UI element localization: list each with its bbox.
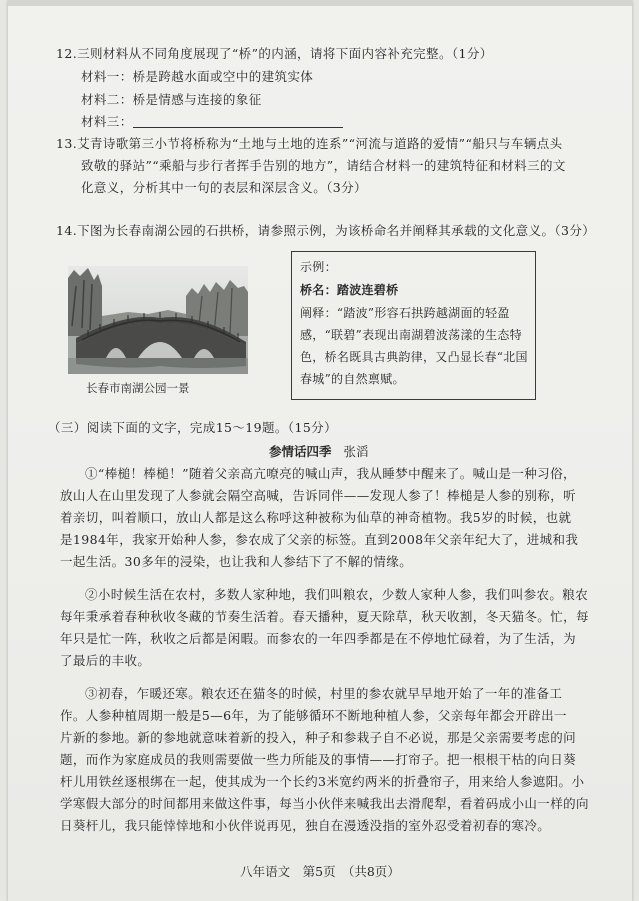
article-line: 题，而作为家庭成员的我则需要做一些力所能及的事情——打帘子。把一根根干枯的向日葵: [60, 752, 577, 767]
q12-answer-blank[interactable]: [133, 115, 343, 128]
example-line-3: 色，桥名既具古典韵律，又凸显长春“北国: [300, 350, 528, 364]
page-top-edge: [8, 0, 632, 6]
example-line-4: 春城”的自然禀赋。: [300, 372, 405, 386]
article-line: ①“棒槌！棒槌！”随着父亲高亢嘹亮的喊山声，我从睡梦中醒来了。喊山是一种习俗，: [85, 466, 576, 481]
article-author: 张滔: [343, 444, 369, 459]
example-line-1: 阐释：“踏波”形容石拱跨越湖面的轻盈: [300, 306, 510, 320]
example-bridge-name: 桥名：踏波连碧桥: [300, 283, 399, 297]
q12-stem: 12.三则材料从不同角度展现了“桥”的内涵，请将下面内容补充完整。（1分）: [56, 46, 493, 61]
q13-line-1: 13.艾青诗歌第三小节将桥称为“土地与土地的连系”“河流与道路的爱情”“船只与车辆点头: [56, 136, 563, 151]
article-line: ③初春，乍暖还寒。粮农还在猫冬的时候，村里的参农就早早地开始了一年的准备工: [85, 686, 563, 701]
q12-material-2: 材料二：桥是情感与连接的象征: [81, 92, 262, 107]
example-line-2: 感，“联碧”表现出南湖碧波荡漾的生态特: [300, 328, 522, 342]
article-line: 学寒假大部分的时间都用来做这件事，每当小伙伴来喊我出去滑爬犁，看着码成小山一样的向: [60, 796, 589, 811]
article-line: 作。人参种植周期一般是5—6年，为了能够循环不断地种植人参，父亲每年都会开辟出一: [60, 708, 567, 723]
example-box: [291, 251, 536, 400]
q13-line-3: 化意义，分析其中一句的表层和深层含义。（3分）: [81, 180, 367, 195]
article-line: 每年秉承着春种秋收冬藏的节奏生活着。春天播种，夏天除草，秋天收割，冬天猫冬。忙，每: [60, 609, 589, 624]
page-footer: 八年语文 第5页 （共8页）: [240, 864, 400, 879]
article-line: ②小时候生活在农村，多数人家种地，我们叫粮农，少数人家种人参，我们叫参农。粮农: [85, 587, 589, 602]
article-line: 放山人在山里发现了人参就会隔空高喊，告诉同伴——发现人参了！棒槌是人参的别称，听: [60, 488, 577, 503]
article-line: 是1984年，我家开始种人参，参农成了父亲的标签。直到2008年父亲年纪大了，进城和我: [60, 532, 579, 547]
example-label: 示例：: [300, 260, 337, 274]
article-line: 杆儿用铁丝逐根绑在一起，使其成为一个长约3米宽约两米的折叠帘子，用来给人参遮阳。小: [60, 774, 585, 789]
article-title: 参情话四季 张滔: [269, 444, 369, 459]
q12-material-3: 材料三：: [81, 114, 343, 130]
q13-line-2: 致敬的驿站”“乘船与步行者挥手告别的地方”，请结合材料一的建筑特征和材料三的文: [81, 158, 566, 173]
article-line: 年只是忙一阵，秋收之后都是闲暇。而参农的一年四季都是在不停地忙碌着，为了生活，为: [60, 631, 577, 646]
bridge-photo: [68, 266, 248, 374]
q12-material-1: 材料一：桥是跨越水面或空中的建筑实体: [81, 69, 314, 84]
article-line: 一起生活。30多年的浸染，也让我和人参结下了不解的情缘。: [60, 554, 413, 569]
article-line: 日葵杆儿，我只能悻悻地和小伙伴说再见，独自在漫透没指的室外忍受着初春的寒冷。: [60, 818, 551, 833]
article-line: 了最后的丰收。: [60, 653, 151, 668]
article-line: 着亲切，叫着顺口，放山人都是这么称呼这种被称为仙草的神奇植物。我5岁的时候，也就: [60, 510, 572, 525]
exam-page: [8, 0, 632, 901]
photo-caption: 长春市南湖公园一景: [86, 381, 190, 395]
q14-stem: 14.下图为长春南湖公园的石拱桥，请参照示例，为该桥命名并阐释其承载的文化意义。（3分）: [56, 223, 596, 238]
section-heading: （三）阅读下面的文字，完成15～19题。（15分）: [48, 420, 337, 435]
article-line: 片新的参地。新的参地就意味着新的投入，种子和参栽子自不必说，那是父亲需要考虑的问: [60, 730, 577, 745]
